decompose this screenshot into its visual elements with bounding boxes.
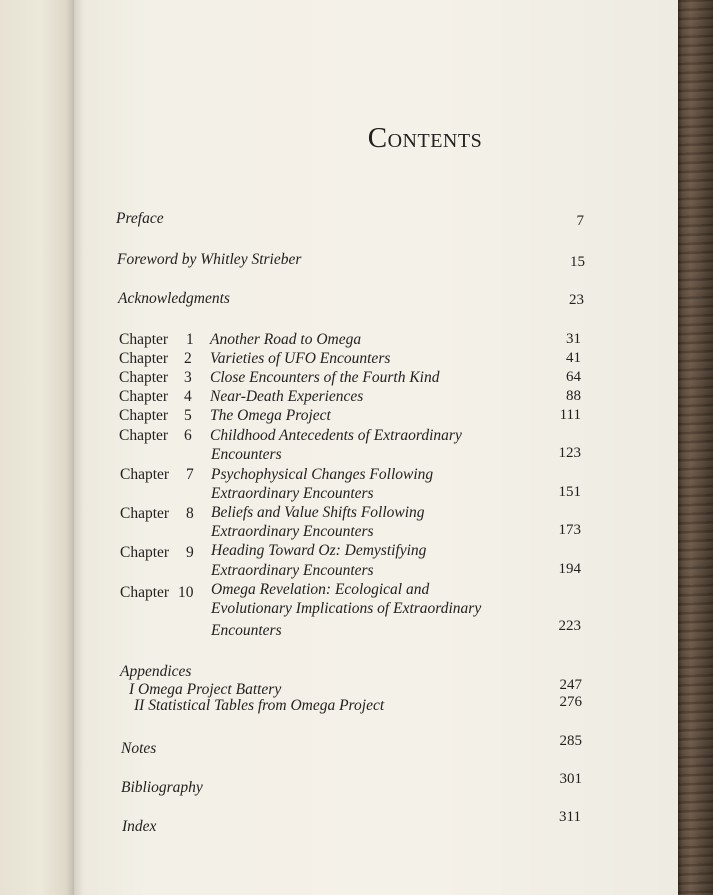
chapter-title-line: Encounters [211, 622, 282, 639]
chapter-number: 9 [186, 544, 194, 561]
page-title: Contents [367, 122, 483, 154]
chapter-title-line: Encounters [211, 446, 282, 463]
chapter-title-line: Extraordinary Encounters [211, 562, 374, 579]
toc-entry-preface: Preface [116, 210, 164, 227]
chapter-page: 173 [558, 522, 581, 538]
chapter-page: 194 [558, 561, 581, 577]
contents-page [74, 0, 678, 895]
chapter-number: 7 [186, 466, 194, 483]
chapter-title-line: Heading Toward Oz: Demystifying [211, 542, 427, 559]
appendix-page: 276 [559, 694, 582, 710]
chapter-title-line: The Omega Project [210, 407, 331, 424]
chapter-word: Chapter [119, 350, 169, 367]
chapter-page: 64 [566, 369, 581, 385]
facing-page-edge [0, 0, 74, 895]
appendix-entry: II Statistical Tables from Omega Project [134, 697, 385, 714]
chapter-word: Chapter [120, 544, 170, 561]
toc-entry-foreword: Foreword by Whitley Strieber [117, 251, 302, 268]
toc-entry-index: Index [122, 818, 157, 835]
chapter-word: Chapter [119, 427, 169, 444]
chapter-page: 88 [566, 388, 581, 404]
chapter-title-line: Beliefs and Value Shifts Following [211, 504, 425, 521]
chapter-page: 111 [559, 407, 581, 423]
chapter-number: 3 [184, 369, 192, 386]
toc-entry-notes: Notes [121, 740, 157, 757]
chapter-number: 2 [184, 350, 192, 367]
chapter-word: Chapter [119, 331, 169, 348]
chapter-title-line: Omega Revelation: Ecological and [211, 581, 430, 598]
chapter-word: Chapter [119, 369, 169, 386]
chapter-number: 8 [186, 505, 194, 522]
chapter-title-line: Varieties of UFO Encounters [210, 350, 391, 367]
chapter-number: 10 [178, 584, 194, 601]
chapter-word: Chapter [119, 388, 169, 405]
chapter-title-line: Extraordinary Encounters [211, 485, 374, 502]
chapter-page: 151 [558, 484, 581, 500]
chapter-number: 5 [184, 407, 192, 424]
chapter-title-line: Another Road to Omega [210, 331, 362, 348]
chapter-title-line: Extraordinary Encounters [211, 523, 374, 540]
chapter-title-line: Near-Death Experiences [210, 388, 364, 405]
chapter-word: Chapter [120, 584, 170, 601]
toc-page-acknowledgments: 23 [569, 292, 584, 308]
chapter-title-line: Evolutionary Implications of Extraordinary [211, 600, 482, 617]
chapter-page: 223 [558, 618, 581, 634]
toc-page-foreword: 15 [570, 254, 585, 270]
chapter-number: 1 [186, 331, 194, 348]
appendix-entry: I Omega Project Battery [129, 681, 282, 698]
chapter-page: 31 [566, 331, 581, 347]
chapter-title-line: Psychophysical Changes Following [211, 466, 434, 483]
page-gutter-shadow [66, 0, 84, 895]
chapter-word: Chapter [120, 505, 170, 522]
toc-page-preface: 7 [576, 213, 584, 229]
chapter-number: 4 [184, 388, 192, 405]
chapter-page: 41 [566, 350, 581, 366]
toc-entry-acknowledgments: Acknowledgments [118, 290, 230, 307]
chapter-word: Chapter [119, 407, 169, 424]
chapter-word: Chapter [120, 466, 170, 483]
appendices-heading: Appendices [120, 663, 192, 680]
appendix-page: 247 [559, 677, 582, 693]
chapter-title-line: Childhood Antecedents of Extraordinary [210, 427, 462, 444]
toc-page-bibliography: 301 [559, 771, 582, 787]
toc-entry-bibliography: Bibliography [121, 779, 203, 796]
chapter-page: 123 [558, 445, 581, 461]
chapter-number: 6 [184, 427, 192, 444]
chapter-title-line: Close Encounters of the Fourth Kind [210, 369, 440, 386]
toc-page-index: 311 [559, 809, 581, 825]
toc-page-notes: 285 [559, 733, 582, 749]
